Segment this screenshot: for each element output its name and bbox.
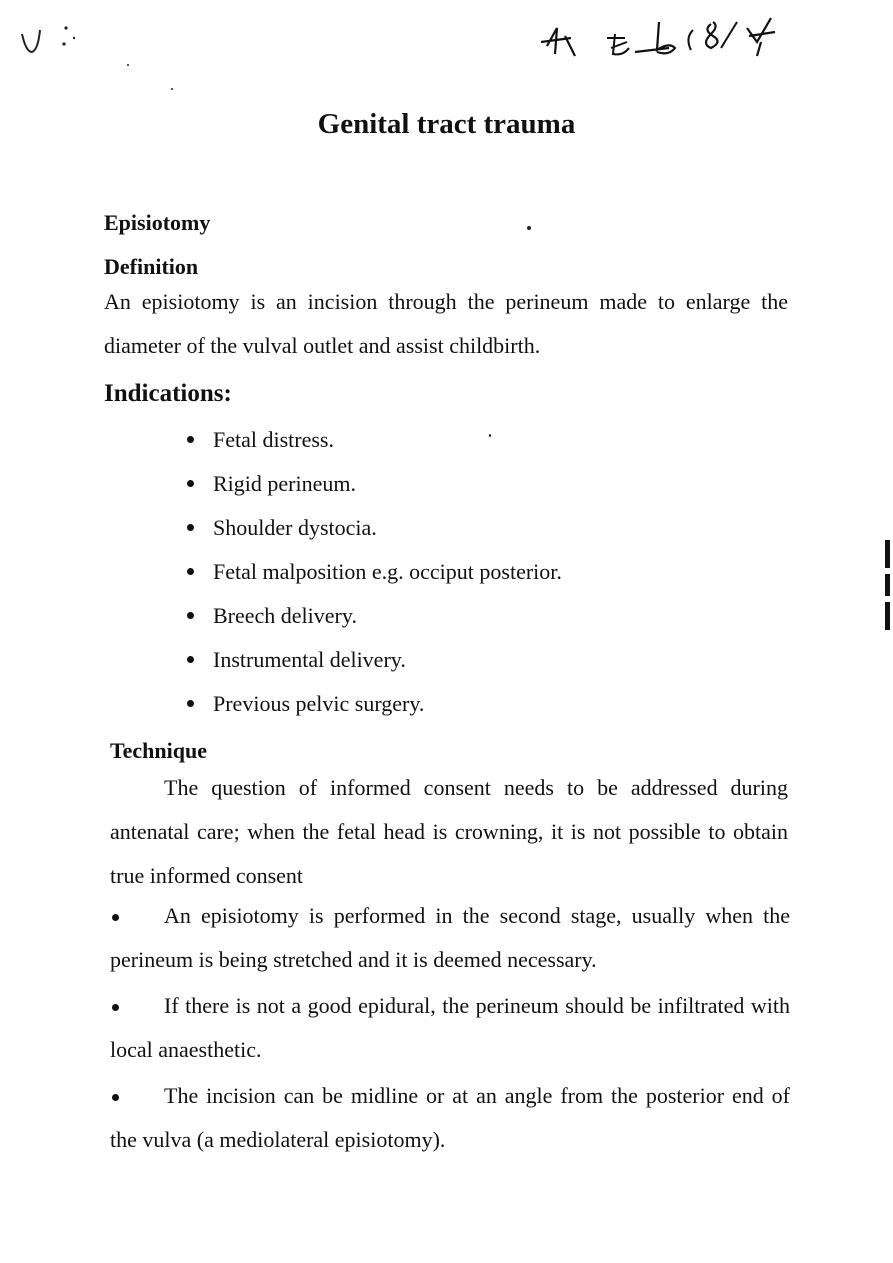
definition-text: An episiotomy is an incision through the perineum made to enlarge the diameter of the vulval outlet and assist childbirth. xyxy=(104,289,788,358)
bullet-dot xyxy=(112,1004,119,1011)
scan-speck xyxy=(171,88,173,90)
technique-heading: Technique xyxy=(110,738,208,763)
handwritten-annotation xyxy=(535,8,805,68)
bullet-dot xyxy=(112,1094,119,1101)
indication-text: Breech delivery. xyxy=(213,603,357,628)
technique-point xyxy=(110,894,790,982)
list-item xyxy=(185,420,562,464)
indication-text: Instrumental delivery. xyxy=(213,647,406,672)
bullet-dot xyxy=(187,524,194,531)
technique-point-text: An episiotomy is performed in the second stage, usually when the perineum is being stretched and it is deemed necessary. xyxy=(110,903,790,972)
list-item xyxy=(185,464,562,508)
technique-point xyxy=(110,984,790,1072)
page-title: Genital tract trauma xyxy=(317,108,576,140)
indication-text: Fetal malposition e.g. occiput posterior. xyxy=(213,559,562,584)
indication-text: Previous pelvic surgery. xyxy=(213,691,425,716)
section-heading: Episiotomy xyxy=(104,210,211,235)
bullet-dot xyxy=(187,568,194,575)
bullet-dot xyxy=(112,914,119,921)
list-item xyxy=(185,640,562,684)
technique-point xyxy=(110,1074,790,1162)
scan-speck xyxy=(527,226,531,230)
bullet-dot xyxy=(187,436,194,443)
indications-heading: Indications: xyxy=(104,380,232,407)
binding-edge-marks xyxy=(880,540,893,632)
list-item xyxy=(185,596,562,640)
technique-intro: The question of informed consent needs to be addressed during antenatal care; when the fetal head is crowning, it is not possible to obtain true informed consent xyxy=(110,775,788,888)
list-item xyxy=(185,552,562,596)
technique-point-text: The incision can be midline or at an angle from the posterior end of the vulva (a mediolateral episiotomy). xyxy=(110,1083,790,1152)
scan-speck xyxy=(127,64,129,66)
bullet-dot xyxy=(187,612,194,619)
definition-heading: Definition xyxy=(104,254,199,279)
bullet-dot xyxy=(187,480,194,487)
indication-text: Fetal distress. xyxy=(213,427,334,452)
handwritten-mark-left xyxy=(14,22,84,62)
bullet-dot xyxy=(187,656,194,663)
indications-list xyxy=(185,420,562,728)
bullet-dot xyxy=(187,700,194,707)
indication-text: Rigid perineum. xyxy=(213,471,356,496)
technique-point-text: If there is not a good epidural, the perineum should be infiltrated with local anaesthetic. xyxy=(110,993,790,1062)
list-item xyxy=(185,684,562,728)
indication-text: Shoulder dystocia. xyxy=(213,515,377,540)
list-item xyxy=(185,508,562,552)
